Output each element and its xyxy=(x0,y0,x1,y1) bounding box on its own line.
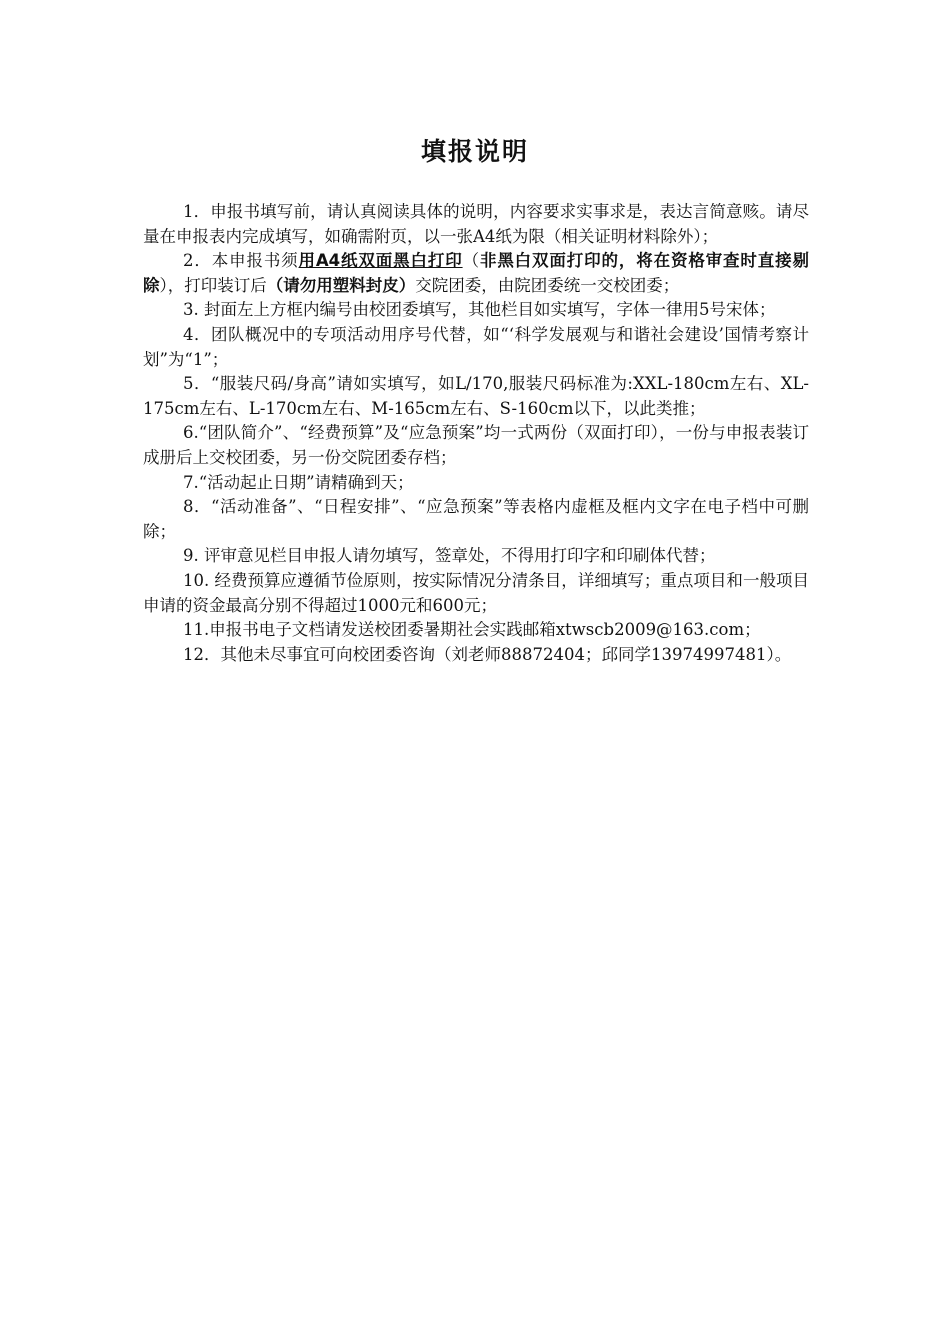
page-title: 填报说明 xyxy=(420,137,529,166)
instruction-item-9: 9. 评审意见栏目申报人请勿填写，签章处，不得用打印字和印刷体代替； xyxy=(183,546,716,566)
instruction-item-10: 10. 经费预算应遵循节俭原则，按实际情况分清条目，详细填写；重点项目和一般项目申请的资金最高分别不得超过1000元和600元； xyxy=(143,570,809,615)
instruction-2-warning: 非黑白双面打印的，将在资格审查时直接剔除 xyxy=(143,251,810,295)
instruction-2-paren-open: （ xyxy=(462,251,480,271)
instruction-item-5: 5．“服装尺码/身高”请如实填写，如L/170,服装尺码标准为:XXL-180cm左右、XL-175cm左右、L-170cm左右、M-165cm左右、S-160cm以下，以此类推； xyxy=(143,374,809,418)
instruction-item-8: 8．“活动准备”、“日程安排”、“应急预案”等表格内虚框及框内文字在电子档中可删除； xyxy=(143,497,809,541)
instruction-2-text-2: ），打印装订后 xyxy=(159,275,267,295)
instruction-item-3: 3. 封面左上方框内编号由校团委填写，其他栏目如实填写，字体一律用5号宋体； xyxy=(183,300,776,320)
instruction-item-1: 1．申报书填写前，请认真阅读具体的说明，内容要求实事求是，表达言简意赅。请尽量在申报表内完成填写，如确需附页，以一张A4纸为限（相关证明材料除外）； xyxy=(143,202,809,246)
instruction-item-4: 4．团队概况中的专项活动用序号代替，如“‘科学发展观与和谐社会建设’国情考察计划”为“1”； xyxy=(143,324,809,369)
instruction-2-print-requirement: 用A4纸双面黑白打印 xyxy=(298,251,463,271)
instruction-2-text-3: 交院团委，由院团委统一交校团委； xyxy=(415,275,680,295)
instruction-2-text: 2．本申报书须 xyxy=(183,251,299,271)
instruction-item-12: 12．其他未尽事宜可向校团委咨询（刘老师88872404；邱同学13974997481）。 xyxy=(183,644,792,664)
instructions-list xyxy=(143,200,809,667)
instruction-item-6: 6.“团队简介”、“经费预算”及“应急预案”均一式两份（双面打印），一份与申报表装订成册后上交校团委，另一份交院团委存档； xyxy=(143,423,809,467)
instruction-item-2 xyxy=(143,249,809,298)
instruction-item-7: 7.“活动起止日期”请精确到天； xyxy=(183,472,414,492)
instruction-item-11: 11.申报书电子文档请发送校团委暑期社会实践邮箱xtwscb2009@163.com； xyxy=(183,620,761,640)
instruction-2-no-plastic-cover: （请勿用塑料封皮） xyxy=(266,275,416,295)
